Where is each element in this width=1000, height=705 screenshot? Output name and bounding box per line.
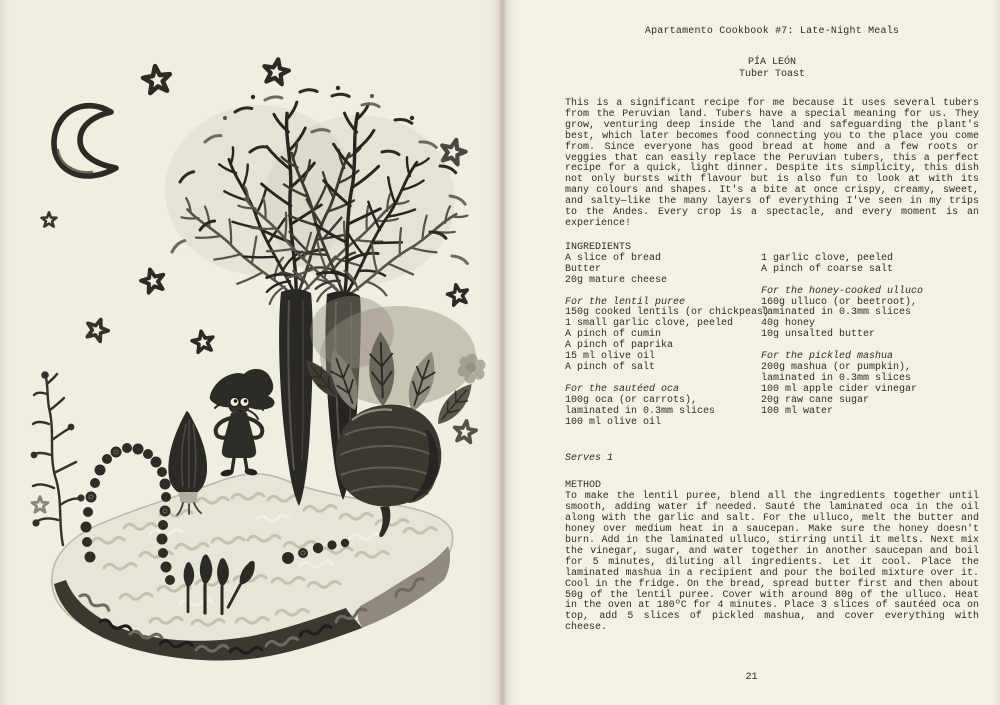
ingredient-group-heading: For the sautéed oca <box>565 383 680 395</box>
ingredient-item: 200g mashua (or pumpkin), <box>761 362 912 374</box>
recipe-intro: This is a significant recipe for me because it uses several tubers from the Peruvian land. Tubers have a special meaning for us. They grow, venturing deep inside the land and safeguarding the plant's best, which later becomes food connecting you to the place you come from. Since everyone has good bread at home and a few roots or veggies that can easily replace the Peruvian tubers, this a perfect recipe for a quick, light dinner. Despite its simplicity, this dish not only bursts with flavour but is also fun to look at with its many colours and shapes. It's a bite at once crispy, creamy, sweet, and salty—like the many layers of everything I've seen in my trips to the Andes. Every crop is a spectacle, and every moment is an experience! <box>565 98 979 229</box>
ingredient-item: laminated in 0.3mm slices <box>761 372 912 384</box>
ingredient-item: 100 ml olive oil <box>565 416 662 428</box>
ingredient-item: 15 ml olive oil <box>565 351 656 363</box>
ingredient-item: 10g unsalted butter <box>761 329 876 341</box>
figure-character-illustration <box>210 369 275 477</box>
ingredient-item: 1 garlic clove, peeled <box>761 252 894 264</box>
branch-plant-illustration <box>32 372 84 545</box>
ingredients-column-right <box>761 254 979 429</box>
ingredients-heading: INGREDIENTS <box>565 241 632 253</box>
right-page <box>503 0 1000 705</box>
ingredient-group <box>761 352 979 417</box>
ingredient-item: A pinch of paprika <box>565 340 674 352</box>
ingredient-group <box>565 296 770 374</box>
carrot-foliage-illustration <box>164 86 475 318</box>
ingredient-item: 1 small garlic clove, peeled <box>565 318 734 330</box>
ingredient-group-heading: For the honey-cooked ulluco <box>761 285 924 297</box>
ingredients-column-left <box>565 252 770 429</box>
running-header: Apartamento Cookbook #7: Late-Night Meals <box>644 26 900 37</box>
ingredients-columns <box>565 254 979 429</box>
page-number: 21 <box>745 672 758 683</box>
ingredient-group <box>761 287 979 342</box>
ingredient-item: 40g honey <box>761 318 816 330</box>
ingredient-group <box>565 254 761 287</box>
ingredient-item: 100 ml apple cider vinegar <box>761 383 918 395</box>
recipe-title: Tuber Toast <box>738 68 805 80</box>
ingredient-item: laminated in 0.3mm slices <box>761 307 912 319</box>
left-page-edge <box>0 0 10 705</box>
recipe-byline <box>565 57 979 80</box>
ingredient-item: A pinch of salt <box>565 361 656 373</box>
ingredient-item: laminated in 0.3mm slices <box>565 405 716 417</box>
ingredient-item: 20g mature cheese <box>565 274 668 286</box>
ingredient-item: 20g raw cane sugar <box>761 394 870 406</box>
author-name: PÍA LEÓN <box>747 57 796 68</box>
ingredient-group-heading: For the lentil puree <box>565 296 686 308</box>
ingredient-item: A pinch of coarse salt <box>761 263 894 275</box>
serves-note: Serves 1 <box>565 453 614 465</box>
crescent-moon-illustration <box>54 106 116 176</box>
ingredient-item: A slice of bread <box>565 252 662 264</box>
ingredient-item: 100 ml water <box>761 405 834 417</box>
ingredient-item: 150g cooked lentils (or chickpeas) <box>565 307 770 319</box>
ingredient-item: A pinch of cumin <box>565 329 662 341</box>
ingredient-group <box>565 385 761 429</box>
ingredient-group <box>761 254 979 276</box>
ingredient-group-heading: For the pickled mashua <box>761 351 894 363</box>
ingredient-item: Butter <box>565 263 602 275</box>
ingredient-item: 160g ulluco (or beetroot), <box>761 296 918 308</box>
right-page-edge <box>992 0 1000 705</box>
recipe-content <box>565 0 979 634</box>
ingredient-item: 100g oca (or carrots), <box>565 394 698 406</box>
method-heading: METHOD <box>565 480 602 492</box>
method-text: To make the lentil puree, blend all the ingredients together until smooth, adding water if needed. Sauté the laminated oca in the oil along with the garlic and salt. For the ulluco, melt the butter and honey over medium heat in a saucepan. Make sure the honey doesn't burn. Add in the laminated ulluco, stirring until it melts. Next mix the vinegar, sugar, and water together in another saucepan and boil for 5 minutes, diluting all ingredients. Let it cool. Place the laminated mashua in a recipient and pour the boiled mixture over it. Cool in the fridge. On the bread, spread butter first and then about 50g of the lentil puree. Cover with around 80g of the ulluco. Heat in the oven at 180ºC for 4 minutes. Place 3 slices of sautéed oca on top, add 5 slices of pickled mashua, and cover everything with cheese. <box>565 491 979 634</box>
